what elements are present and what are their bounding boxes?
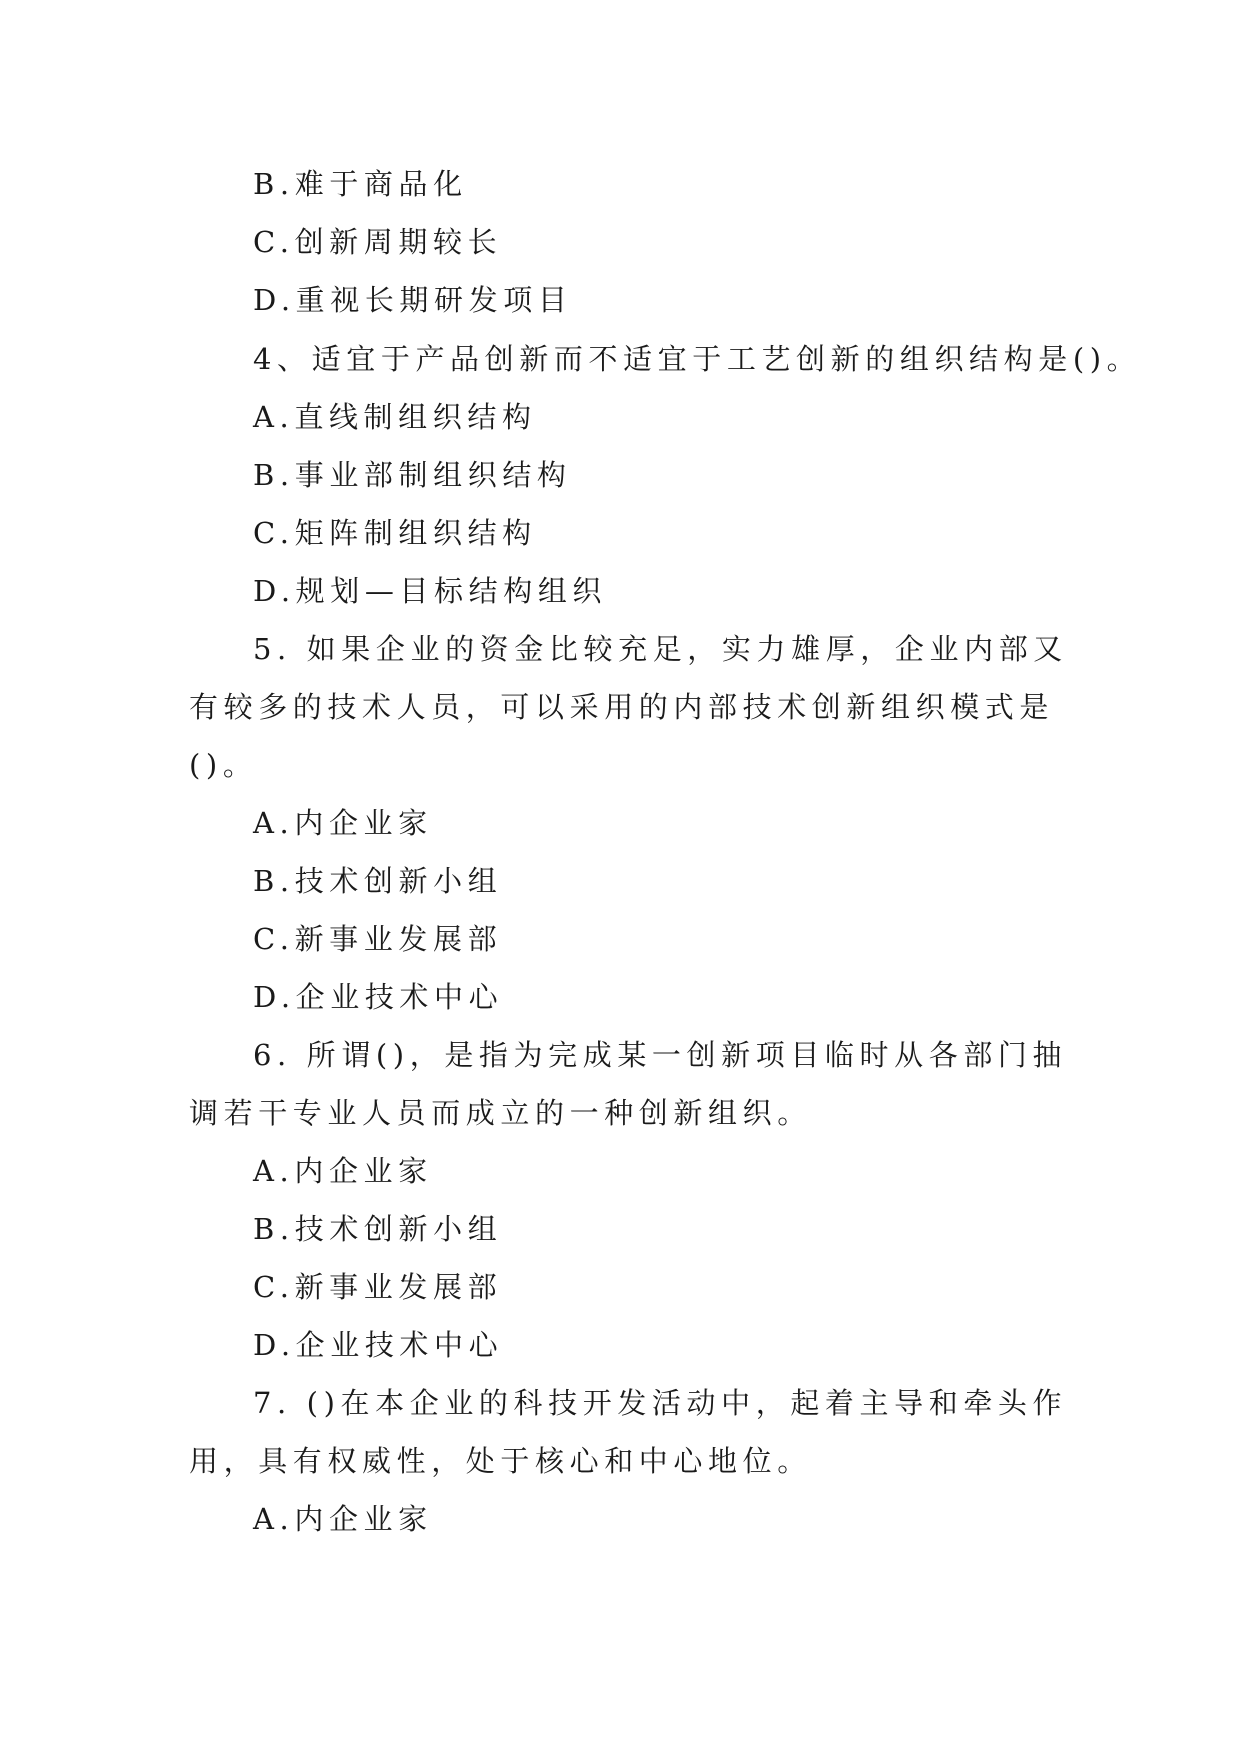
option-6c: C.新事业发展部 xyxy=(253,1270,503,1304)
option-6a: A.内企业家 xyxy=(253,1154,433,1188)
question-7-line-2: 用，具有权威性，处于核心和中心地位。 xyxy=(189,1444,812,1478)
question-5-line-3: ()。 xyxy=(189,748,258,782)
option-5b: B.技术创新小组 xyxy=(253,864,503,898)
question-7-line-1: 7. ()在本企业的科技开发活动中，起着主导和牵头作 xyxy=(253,1386,1068,1420)
option-3b: B.难于商品化 xyxy=(253,167,468,201)
option-4c: C.矩阵制组织结构 xyxy=(253,516,537,550)
option-6d: D.企业技术中心 xyxy=(253,1328,504,1362)
option-4d: D.规划—目标结构组织 xyxy=(253,574,608,608)
question-5-line-2: 有较多的技术人员，可以采用的内部技术创新组织模式是 xyxy=(189,690,1055,724)
option-7a: A.内企业家 xyxy=(253,1502,433,1536)
question-6-line-2: 调若干专业人员而成立的一种创新组织。 xyxy=(189,1096,812,1130)
option-6b: B.技术创新小组 xyxy=(253,1212,503,1246)
question-6-line-1: 6. 所谓()，是指为完成某一创新项目临时从各部门抽 xyxy=(253,1038,1068,1072)
question-5-line-1: 5. 如果企业的资金比较充足，实力雄厚，企业内部又 xyxy=(253,632,1068,666)
option-4b: B.事业部制组织结构 xyxy=(253,458,572,492)
option-3c: C.创新周期较长 xyxy=(253,225,503,259)
question-4: 4、适宜于产品创新而不适宜于工艺创新的组织结构是()。 xyxy=(253,342,1142,376)
option-3d: D.重视长期研发项目 xyxy=(253,283,573,317)
option-5c: C.新事业发展部 xyxy=(253,922,503,956)
option-5d: D.企业技术中心 xyxy=(253,980,504,1014)
option-4a: A.直线制组织结构 xyxy=(253,400,537,434)
option-5a: A.内企业家 xyxy=(253,806,433,840)
